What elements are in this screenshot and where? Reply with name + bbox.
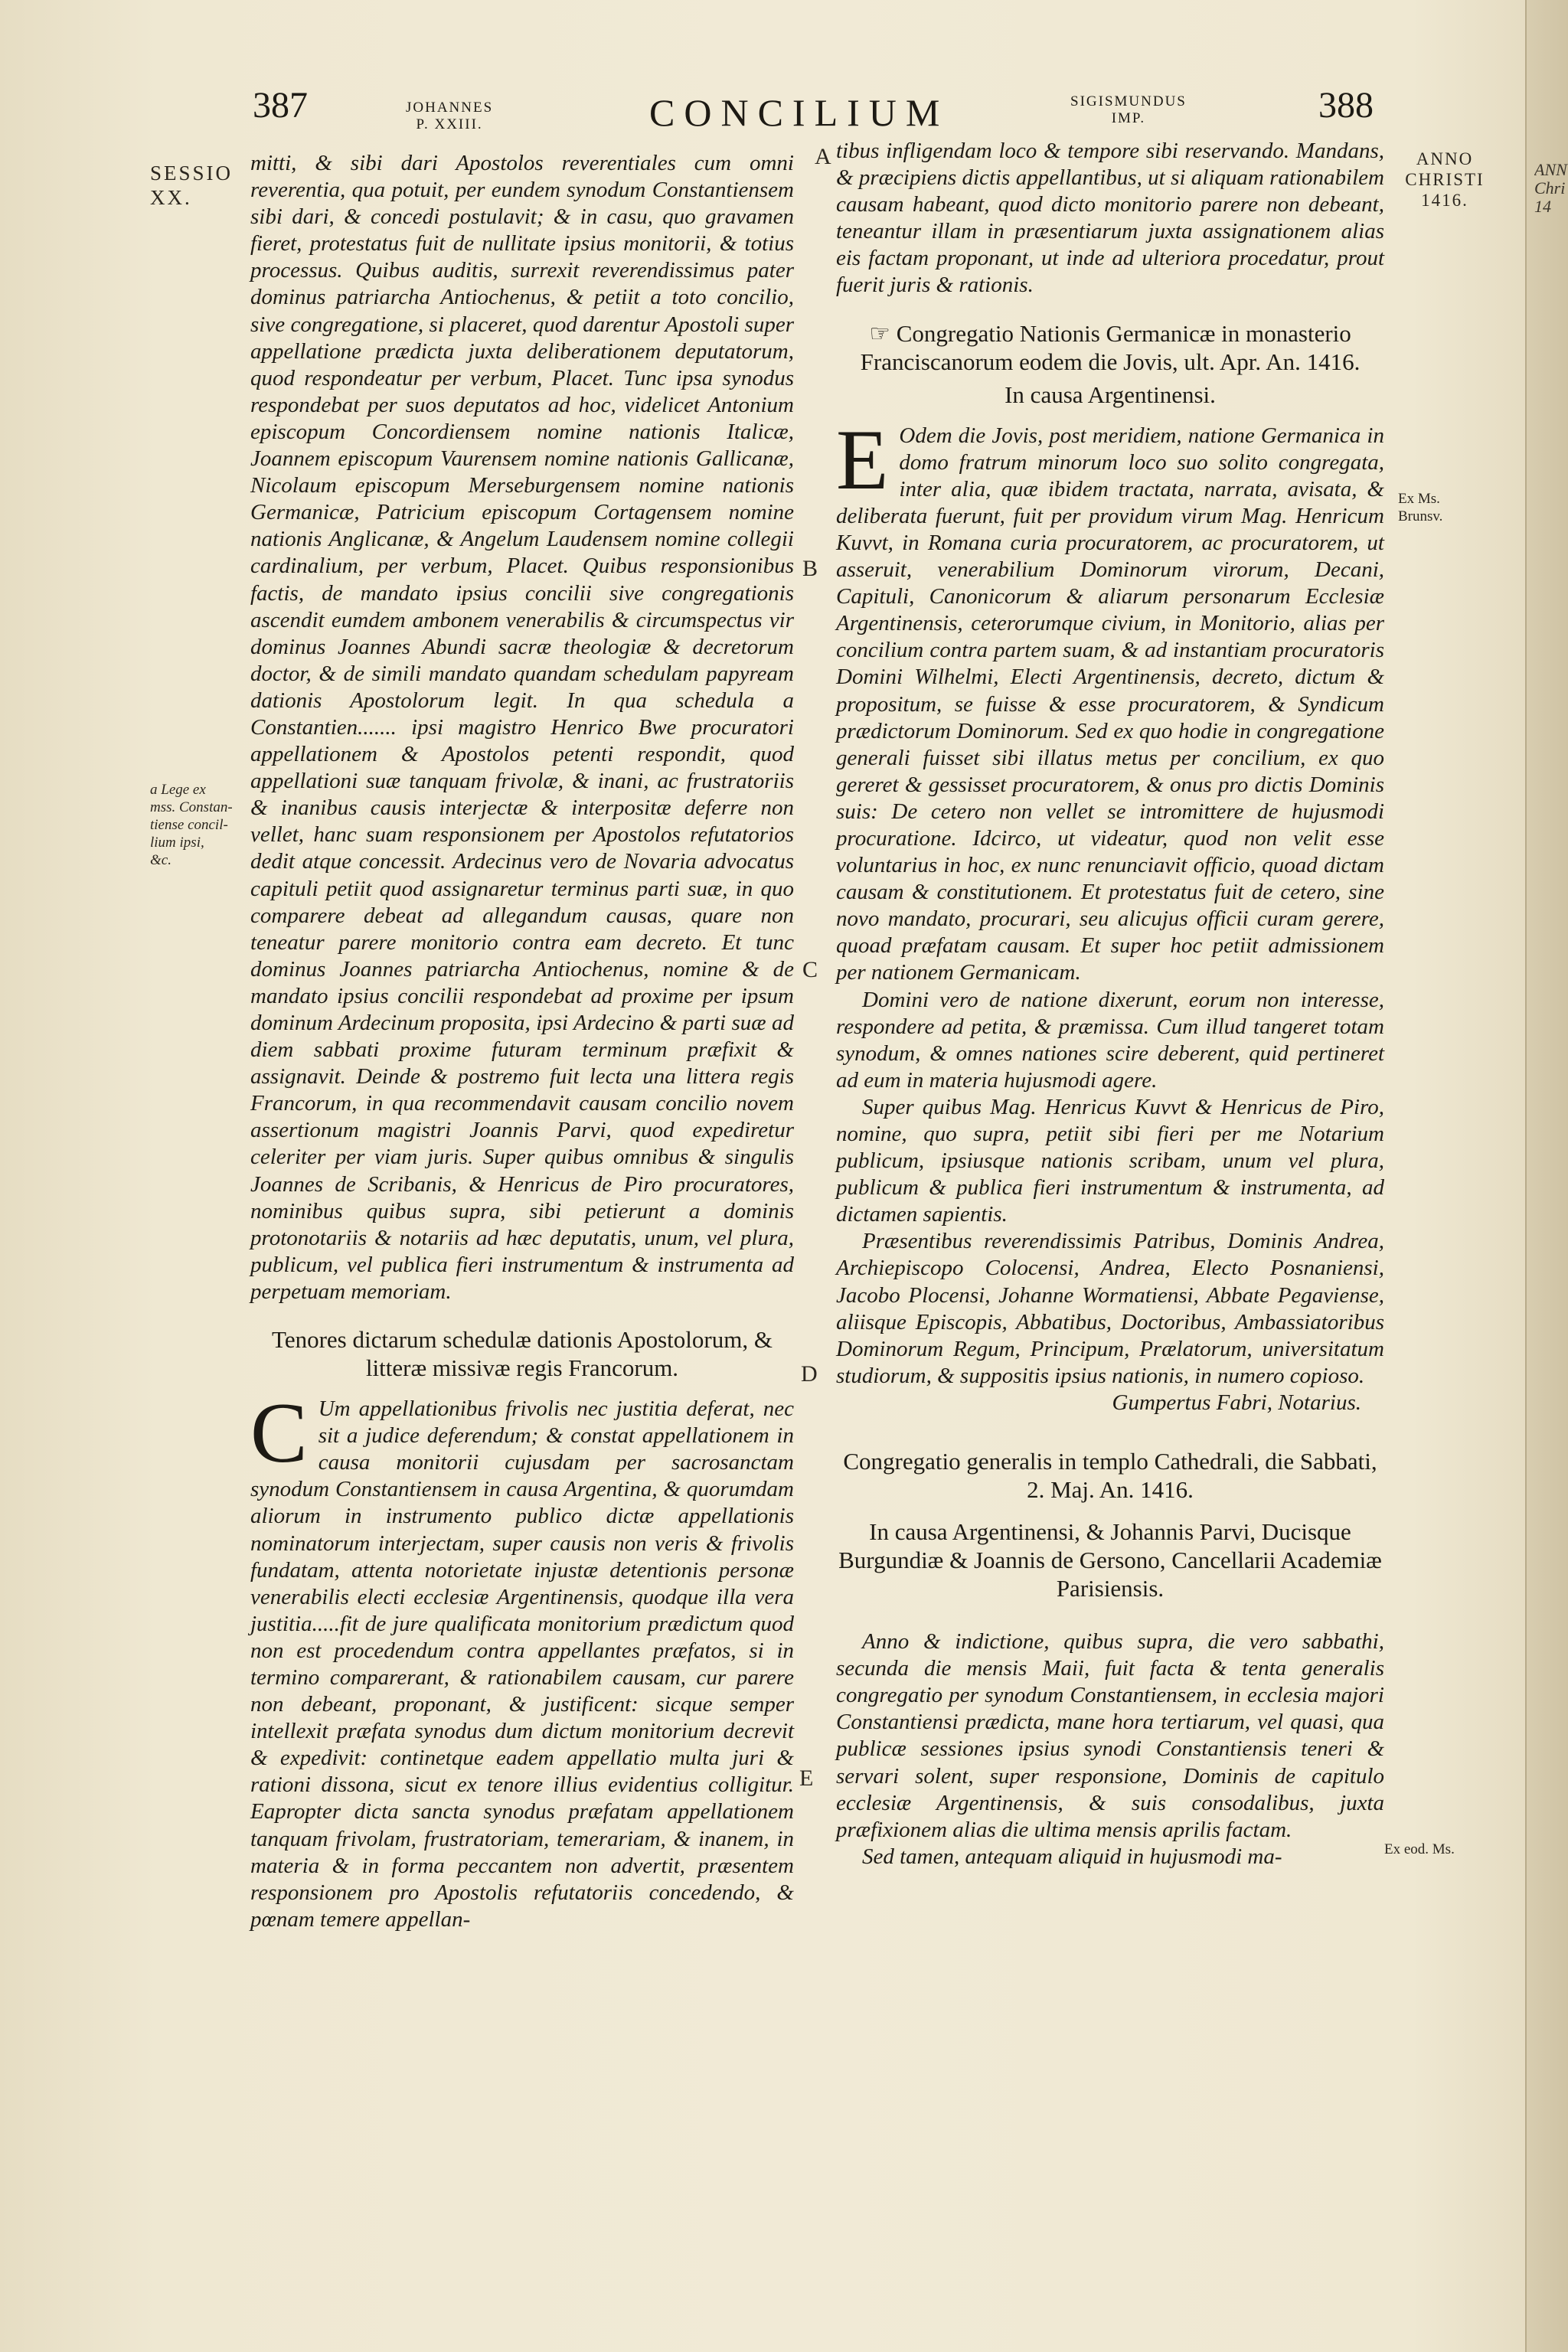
right-paragraph-6: Anno & indictione, quibus supra, die vero sabbathi, secunda die mensis Maii, fuit facta & tenta generalis congregatio per synodum Constantiensem, in ecclesia majori Constantiensi prædicta, mane hora tertiarum, vel quasi, qua publicæ sessiones ipsius synodi Constantiensis teneri & servari solent, super responsione, Dominis de capitulo ecclesiæ Argentinensis, & suis consodalibus, juxta præfixionem alias die ultima mensis aprilis factam. — [836, 1629, 1384, 1842]
right-column — [836, 138, 1384, 1870]
left-paragraph-1: mitti, & sibi dari Apostolos reverentiales cum omni reverentia, qua potuit, per eundem synodum Constantiensem sibi dari, & concedi postulavit; & in casu, quo gravamen fieret, protestatus fuit de nullitate ipsius monitorii, & totius processus. Quibus auditis, surrexit reverendissimus pater dominus patriarcha Antiochenus, & petiit a toto concilio, sive congregatione, si placeret, quod darentur Apostoli super appellatione prædicta juxta deliberationem deputatorum, quod respondeatur per verbum, Placet. Tunc ipsa synodus respondebat per suos deputatos ad hoc, videlicet Antonium episcopum Concordiensem nomine nationis Italicæ, Joannem episcopum Vaurensem nomine nationis Gallicanæ, Nicolaum episcopum Merseburgensem nomine nationis Germanicæ, Patricium episcopum Cortagensem nomine nationis Anglicanæ, & Angelum Laudensem nomine collegii cardinalium, per verbum, Placet. Quibus responsionibus factis, de mandato ipsius concilii sive congregationis ascendit eumdem ambonem venerabilis & circumspectus vir dominus Joannes Abundi sacræ theologiæ & decretorum doctor, & de simili mandato quandam schedulam papyream dationis Apostolorum legit. In qua schedula a Constantien....... ipsi magistro Henrico Bwe procuratori appellationem & Apostolos petenti respondit, quod appellationi suæ tanquam frivolæ, & inani, ac frustratoriis & inanibus causis interjectæ & interpositæ deferre non vellet, hanc suam responsionem per Apostolos refutatorios dedit atque concessit. Ardecinus vero de Novaria advocatus capituli petiit quod assignaretur terminus parti suæ, in quo comparere debeat ad allegandum causas, quare non teneatur parere monitorio contra eam decreto. Et tunc dominus Joannes patriarcha Antiochenus, nomine & de mandato ipsius concilii respondebat ad proxime per ipsum dominum Ardecinum proposita, ipsi Ardecino & parti suæ ad diem sabbati proxime futuram terminum præfixit & assignavit. Deinde & postremo fuit lecta una littera regis Francorum, in qua recommendavit causam concilio novem assertionum magistri Joannis Parvi, quod expediretur celeriter per viam juris. Super quibus omnibus & singulis Joannes de Scribanis, & Henricus de Piro procuratores, nominibus quibus supra, sibi petierunt a dominis protonotariis & notariis ad hæc deputatis, unum, vel plura, publicum, vel publica fieri instrumentum & instrumenta ad perpetuam memoriam. — [250, 151, 794, 1304]
right-paragraph-7: Sed tamen, antequam aliquid in hujusmodi ma- — [862, 1844, 1282, 1869]
right-paragraph-5: Præsentibus reverendissimis Patribus, Dominis Andrea, Archiepiscopo Colocensi, Andrea, Electo Posnaniensi, Jacobo Plocensi, Johanne Wormatiensi, Abbate Pegaviense, aliisque Episcopis, Abbatibus, Doctoribus, Ambassiatoribus Dominorum Regum, Principum, Prælatorum, universitatum studiorum, & suppositis ipsius nationis, in numero copioso. — [836, 1229, 1384, 1388]
drop-cap-c: C — [250, 1386, 308, 1481]
left-heading-tenores: Tenores dictarum schedulæ dationis Apostolorum, & litteræ missivæ regis Francorum. — [272, 1326, 773, 1382]
right-text-block — [836, 412, 1384, 987]
right-paragraph-1: tibus infligendam loco & tempore sibi reservando. Mandans, & præcipiens dictis appellantibus, ut si aliquam rationabilem causam habeant, quod dicto monitorio parere non debeant, teneantur illam in præsentiarum juxta assignationem alias eis factam proponant, ut inde ad ulteriora procedatur, prout fuerit juris & rationis. — [836, 139, 1384, 298]
running-head-left: JOHANNES P. XXIII. — [406, 100, 494, 132]
left-text-block — [250, 1386, 794, 1933]
margin-note-ex-ms: Ex Ms. Brunsv. — [1398, 491, 1443, 524]
margin-year: ANNO CHRISTI 1416. — [1405, 149, 1485, 210]
section-letter-e: E — [799, 1766, 814, 1791]
right-paragraph-3: Domini vero de natione dixerunt, eorum non interesse, respondere ad petita, & præmissa. Cum illud tangeret totam synodum, & omnes nationes scire deberent, quid pertineret ad eum in materia hujusmodi agere. — [836, 987, 1384, 1093]
left-paragraph-2: Um appellationibus frivolis nec justitia deferat, nec sit a judice deferendum; & constat appellationem in causa monitorii cujusdam per sacrosanctam synodum Constantiensem in causa Argentina, & quorumdam aliorum in instrumento publico dictæ appellationis nominatorum interjectam, super causis non veris & frivolis fundatam, attenta notorietate injustæ detentionis personæ venerabilis electi ecclesiæ Argentinensis, quodque illa vera justitia.....fit de jure qualificata monitorium prædictum quod non est procedendum contra appellantes præfatos, si in termino comparerant, & rationabilem causam, cur parere non debeant, proponant, & justificent: sicque semper intellexit præfata synodus dum dictum monitorium decrevit & expedivit: continetque eadem appellatio multa juri & rationi dissona, sicut ex tenore illius evidentius colligitur. Eapropter dicta sancta synodus præfatam appellationem tanquam frivolam, frustratoriam, temerariam, & inanem, in materia & in forma peccantem non advertit, præsentem responsionem pro Apostolis refutatoriis concedendo, & pœnam temere appellan- — [250, 1396, 794, 1932]
margin-note-ex-eod: Ex eod. Ms. — [1384, 1841, 1455, 1857]
drop-cap-e: E — [836, 412, 889, 508]
left-column — [250, 150, 794, 1933]
margin-note-a: a Lege ex mss. Constan- tiense concil- lium ipsi, &c. — [150, 782, 233, 868]
page-title: CONCILIUM — [649, 91, 949, 134]
right-paragraph-4: Super quibus Mag. Henricus Kuvvt & Henricus de Piro, nomine, quo supra, petiit sibi fieri per me Notarium publicum, ipsiusque nationis scribam, unum vel plura, publicum & publica fieri instrumentum & instrumenta, ad dictamen sapientis. — [836, 1094, 1384, 1227]
section-letter-b: B — [802, 556, 818, 581]
page-number-right: 388 — [1318, 85, 1374, 126]
adjacent-margin-note: ANN Chri 14 — [1534, 161, 1567, 216]
section-letter-c: C — [802, 957, 818, 982]
section-letter-a: A — [815, 144, 831, 169]
running-head-right: SIGISMUNDUS IMP. — [1070, 93, 1187, 126]
right-heading-causa-parvi: In causa Argentinensi, & Johannis Parvi, Ducisque Burgundiæ & Joannis de Gersono, Cancellarii Academiæ Parisiensis. — [838, 1518, 1382, 1602]
right-heading-generalis: Congregatio generalis in templo Cathedrali, die Sabbati, 2. Maj. An. 1416. — [843, 1448, 1377, 1504]
right-paragraph-2: Odem die Jovis, post meridiem, natione Germanica in domo fratrum minorum loco suo solito congregata, inter alia, quæ ibidem tractata, narrata, avisata, & deliberata fuerunt, fuit per providum virum Mag. Henricum Kuvvt, in Romana curia procuratorem, ac procuratorem, ut asseruit, venerabilium Dominorum virorum, Decani, Capituli, Canonicorum & aliarum personarum Ecclesiæ Argentinensis, ceterorumque civium, in Monitorio, alias per concilium contra partem suam, & ad instantiam procuratoris Domini Wilhelmi, Electi Argentinensis, decreto, dictum & propositum, se fuisse & esse procuratorem, & Syndicum prædictorum Dominorum. Sed ex quo hodie in congregatione generali fuisset sibi illatus metus per concilium, ex quo gereret & gessisset procuratorem, & onus pro dictis Dominis suis: De cetero non vellet se intromittere de hujusmodi procuratione. Idcirco, ut videatur, quod non velit esse voluntarius in hoc, ex nunc renunciavit officio, quoad dictam causam & constitutionem. Et protestatus fuit de cetero, sine novo mandato, procurari, seu alicujus officii curam gerere, quoad præfatam causam. Et super hoc petiit admissionem per nationem Germanicam. — [836, 423, 1384, 985]
notary-signature: Gumpertus Fabri, Notarius. — [1112, 1390, 1361, 1415]
section-letter-d: D — [801, 1361, 818, 1387]
margin-session: SESSIO XX. — [150, 162, 234, 209]
adjacent-page-edge — [1525, 0, 1568, 2352]
right-heading-causa: In causa Argentinensi. — [1004, 381, 1216, 408]
right-heading-congregatio: ☞ Congregatio Nationis Germanicæ in monasterio Franciscanorum eodem die Jovis, ult. Apr. An. 1416. — [860, 319, 1361, 375]
page-number-left: 387 — [253, 85, 308, 126]
